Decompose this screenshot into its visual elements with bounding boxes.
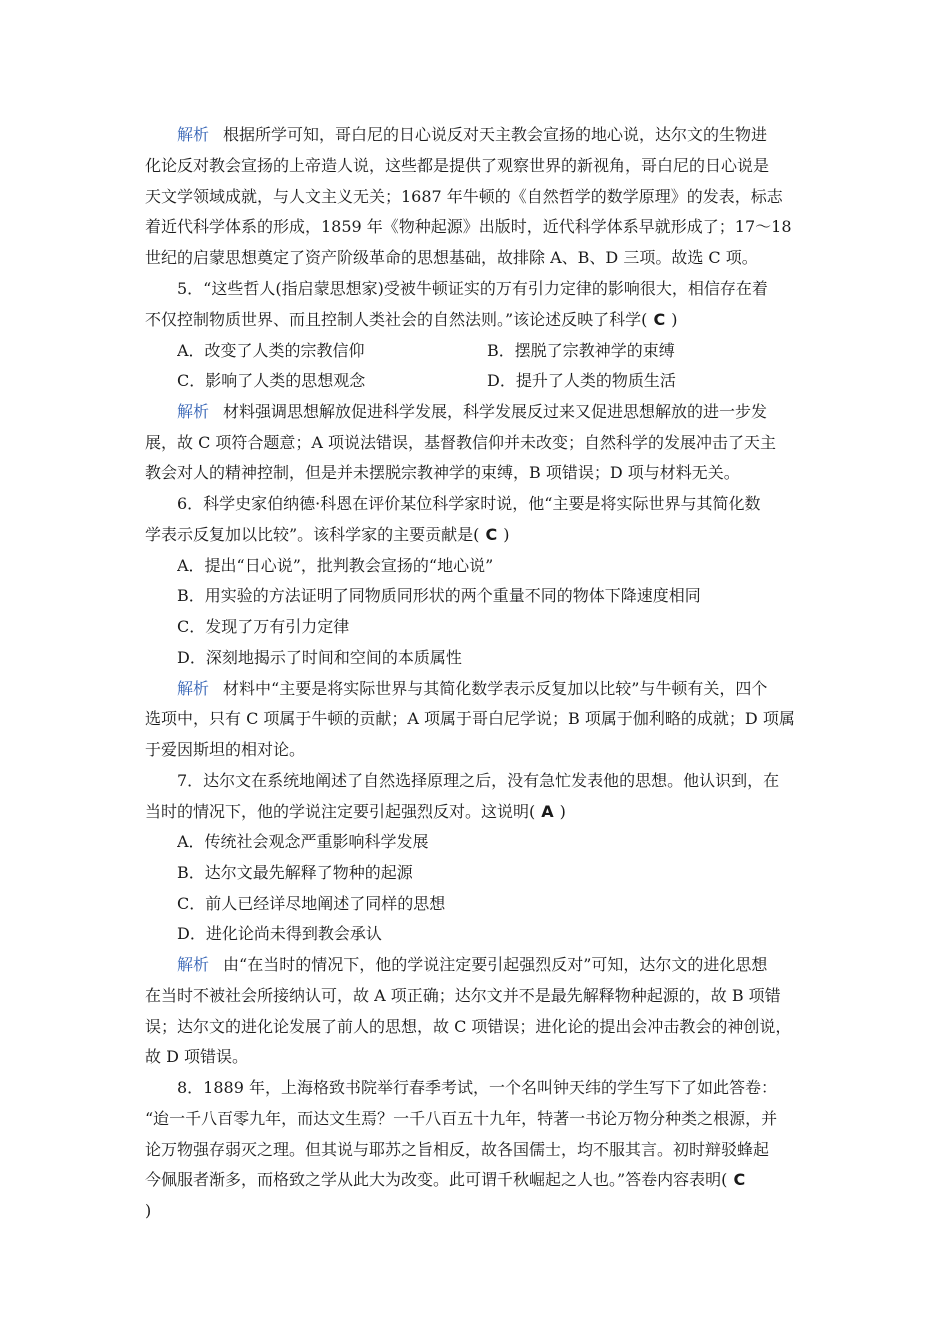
analysis-6-line-2: 选项中，只有 C 项属于牛顿的贡献；A 项属于哥白尼学说；B 项属于伽利略的成就；D 项属 — [145, 709, 795, 728]
question-6-line-1: 6．科学史家伯纳德·科恩在评价某位科学家时说，他“主要是将实际世界与其简化数 — [177, 494, 761, 513]
analysis-label: 解析 — [177, 402, 210, 421]
analysis-7-line-1: 解析 由“在当时的情况下，他的学说注定要引起强烈反对”可知，达尔文的进化思想 — [177, 955, 768, 974]
answer-6: C — [485, 525, 498, 544]
answer-7: A — [541, 802, 554, 821]
question-7-line-2: 当时的情况下，他的学说注定要引起强烈反对。这说明( A ) — [145, 802, 566, 821]
analysis-label: 解析 — [177, 679, 210, 698]
analysis-7-line-2: 在当时不被社会所接纳认可，故 A 项正确；达尔文并不是最先解释物种起源的，故 B 项错 — [145, 986, 781, 1005]
analysis-label: 解析 — [177, 955, 210, 974]
question-5-line-1: 5．“这些哲人(指启蒙思想家)受被牛顿证实的万有引力定律的影响很大，相信存在着 — [177, 279, 768, 298]
question-6-option-d: D．深刻地揭示了时间和空间的本质属性 — [177, 648, 462, 667]
question-8-line-2: “迨一千八百零九年，而达文生焉？一千八百五十九年，特著一书论万物分种类之根源，并 — [145, 1109, 778, 1128]
analysis-4-line-3: 天文学领域成就，与人文主义无关；1687 年牛顿的《自然哲学的数学原理》的发表，标志 — [145, 187, 783, 206]
question-8-line-3: 论万物强存弱灭之理。但其说与耶苏之旨相反，故各国儒士，均不服其言。初时辩驳蜂起 — [145, 1140, 770, 1159]
question-8-line-5: ) — [145, 1201, 152, 1220]
analysis-7-line-3: 误；达尔文的进化论发展了前人的思想，故 C 项错误；进化论的提出会冲击教会的神创说， — [145, 1017, 792, 1036]
question-7-line-1: 7．达尔文在系统地阐述了自然选择原理之后，没有急忙发表他的思想。他认识到，在 — [177, 771, 780, 790]
question-8-line-1: 8．1889 年，上海格致书院举行春季考试，一个名叫钟天纬的学生写下了如此答卷： — [177, 1078, 777, 1097]
question-7-option-b: B．达尔文最先解释了物种的起源 — [177, 863, 413, 882]
question-5-option-c: C．影响了人类的思想观念 — [177, 371, 366, 390]
question-6-line-2: 学表示反复加以比较”。该科学家的主要贡献是( C ) — [145, 525, 510, 544]
analysis-label: 解析 — [177, 125, 210, 144]
question-5-option-d: D．提升了人类的物质生活 — [487, 371, 676, 390]
answer-5: C — [653, 310, 666, 329]
analysis-4-line-5: 世纪的启蒙思想奠定了资产阶级革命的思想基础，故排除 A、B、D 三项。故选 C 项。 — [145, 248, 758, 267]
question-5-option-b: B．摆脱了宗教神学的束缚 — [487, 341, 675, 360]
question-8-line-4: 今佩服者渐多，而格致之学从此大为改变。此可谓千秋崛起之人也。”答卷内容表明( C — [145, 1170, 746, 1189]
question-7-option-a: A．传统社会观念严重影响科学发展 — [177, 832, 429, 851]
question-6-option-c: C．发现了万有引力定律 — [177, 617, 350, 636]
question-7-option-d: D．进化论尚未得到教会承认 — [177, 924, 382, 943]
analysis-4-line-4: 着近代科学体系的形成，1859 年《物种起源》出版时，近代科学体系早就形成了；17～18 — [145, 217, 792, 236]
analysis-6-line-1: 解析 材料中“主要是将实际世界与其简化数学表示反复加以比较”与牛顿有关，四个 — [177, 679, 768, 698]
question-5-line-2: 不仅控制物质世界、而且控制人类社会的自然法则。”该论述反映了科学( C ) — [145, 310, 678, 329]
analysis-4-line-2: 化论反对教会宣扬的上帝造人说，这些都是提供了观察世界的新视角，哥白尼的日心说是 — [145, 156, 770, 175]
analysis-7-line-4: 故 D 项错误。 — [145, 1047, 249, 1066]
analysis-6-line-3: 于爱因斯坦的相对论。 — [145, 740, 306, 759]
analysis-5-line-1: 解析 材料强调思想解放促进科学发展，科学发展反过来又促进思想解放的进一步发 — [177, 402, 768, 421]
analysis-5-line-2: 展，故 C 项符合题意；A 项说法错误，基督教信仰并未改变；自然科学的发展冲击了天主 — [145, 433, 777, 452]
question-5-option-a: A．改变了人类的宗教信仰 — [177, 341, 365, 360]
question-6-option-b: B．用实验的方法证明了同物质同形状的两个重量不同的物体下降速度相同 — [177, 586, 701, 605]
question-6-option-a: A．提出“日心说”，批判教会宣扬的“地心说” — [177, 556, 494, 575]
question-7-option-c: C．前人已经详尽地阐述了同样的思想 — [177, 894, 446, 913]
answer-8: C — [733, 1170, 746, 1189]
analysis-5-line-3: 教会对人的精神控制，但是并未摆脱宗教神学的束缚，B 项错误；D 项与材料无关。 — [145, 463, 740, 482]
analysis-4-line-1: 解析 根据所学可知，哥白尼的日心说反对天主教会宣扬的地心说，达尔文的生物进 — [177, 125, 768, 144]
